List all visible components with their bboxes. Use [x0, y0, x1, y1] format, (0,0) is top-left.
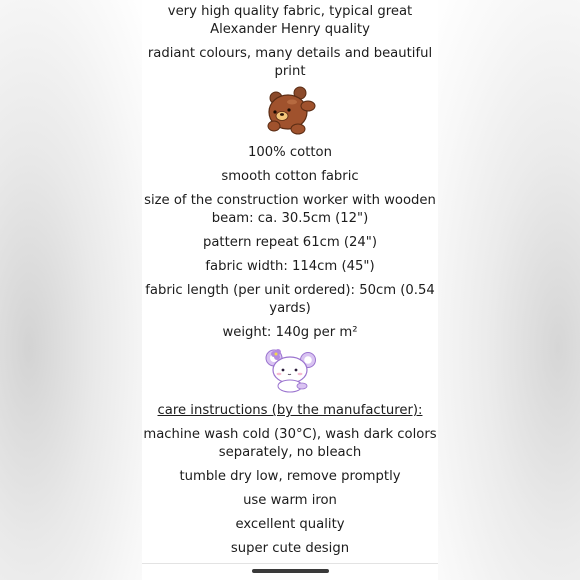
kitty-sticker-icon: [264, 346, 318, 394]
repeat-text: pattern repeat 61cm (24"): [202, 235, 378, 250]
blurred-background-left: [0, 0, 145, 580]
smooth-text: smooth cotton fabric: [221, 169, 359, 184]
colours-text: radiant colours, many details and beautiful print: [147, 46, 433, 79]
care-quality-text: excellent quality: [235, 517, 345, 532]
care-wash-text: machine wash cold (30°C), wash dark colors separately, no bleach: [143, 427, 437, 460]
cotton-text: 100% cotton: [248, 145, 332, 160]
length-text: fabric length (per unit ordered): 50cm (0.54 yards): [145, 283, 435, 316]
quality-text: very high quality fabric, typical great Alexander Henry quality: [167, 4, 413, 37]
weight-text: weight: 140g per m²: [222, 325, 358, 340]
size-text: size of the construction worker with wooden beam: ca. 30.5cm (12"): [144, 193, 436, 226]
bear-sticker-icon: [264, 84, 316, 136]
phone-screen[interactable]: [142, 0, 438, 580]
care-dry-text: tumble dry low, remove promptly: [179, 469, 401, 484]
blurred-background-right: [435, 0, 580, 580]
home-indicator[interactable]: [252, 569, 329, 573]
care-heading: care instructions (by the manufacturer):: [157, 403, 423, 418]
bottom-divider: [142, 563, 438, 564]
care-iron-text: use warm iron: [243, 493, 337, 508]
width-text: fabric width: 114cm (45"): [205, 259, 375, 274]
care-design-text: super cute design: [230, 541, 350, 556]
